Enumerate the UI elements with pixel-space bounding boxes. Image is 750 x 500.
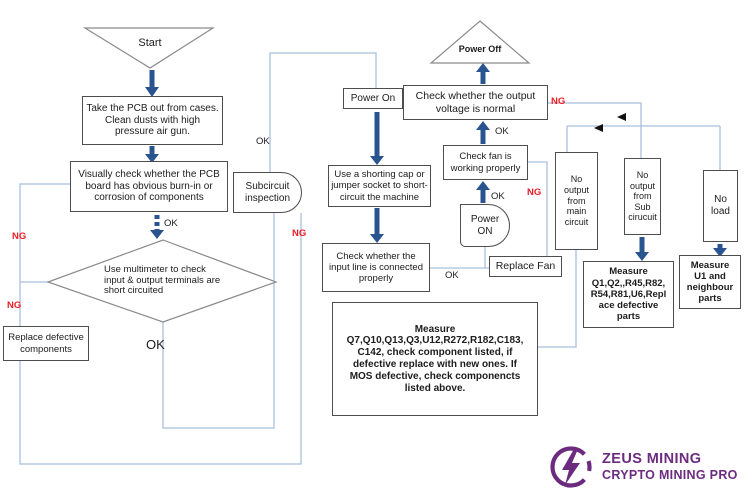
edge-label-ok: OK	[146, 337, 165, 352]
measure-main-title: Measure	[414, 323, 456, 335]
step-shorting-cap: Use a shorting cap or jumper socket to short-circuit the machine	[328, 165, 431, 207]
step-replace-fan: Replace Fan	[489, 256, 562, 277]
arrowhead	[370, 156, 384, 165]
measure-sub-body: Q1,Q2,,R45,R82, R54,R81,U6,Repl ace defective parts	[590, 277, 667, 323]
step-check-input-line: Check whether the input line is connected properly	[322, 243, 430, 292]
logo-text	[602, 451, 738, 482]
logo-line1: ZEUS MINING	[602, 451, 702, 468]
arrowhead	[635, 252, 649, 261]
connector-diamond-ok-to-subcircuit	[163, 213, 274, 428]
edge-label-ok: OK	[256, 136, 270, 147]
step-check-output-voltage: Check whether the output voltage is normal	[403, 85, 548, 120]
multimeter-decision-label: Use multimeter to check input & output terminals are short circuited	[104, 263, 221, 297]
edge-label-ng: NG	[7, 300, 22, 311]
measure-sub-title: Measure	[609, 266, 648, 278]
edge-label-ng: NG	[527, 187, 542, 198]
arrowhead	[476, 63, 490, 72]
edge-label-ok: OK	[445, 270, 459, 281]
arrowhead	[370, 234, 384, 243]
step-take-pcb: Take the PCB out from cases. Clean dusts with high pressure air gun.	[82, 96, 223, 145]
terminal-subcircuit-inspection: Subcircuit inspection	[233, 172, 302, 213]
condition-no-output-main: No output from main circuit	[555, 152, 598, 250]
step-measure-u1	[679, 255, 741, 309]
edge-label-ok: OK	[491, 191, 505, 202]
step-measure-main	[332, 302, 538, 416]
condition-no-load: No load	[703, 170, 738, 242]
edge-label-ng: NG	[292, 228, 307, 239]
connector-subcircuit-to-poweron	[270, 53, 376, 172]
edge-label-ng: NG	[12, 231, 27, 242]
measure-u1-title: Measure	[690, 259, 730, 271]
start-label: Start	[138, 36, 162, 49]
connector-voltage-ng	[548, 103, 641, 158]
edge-label-ok: OK	[495, 126, 509, 137]
mini-arrow-left-icon	[617, 113, 626, 121]
measure-main-body: Q7,Q10,Q13,Q3,U12,R272,R182,C183, C142, check component listed, if defective replace with new ones. If MOS defective, check componencts listed above.	[346, 335, 524, 394]
lightning-bolt-icon	[548, 444, 594, 490]
step-check-fan: Check fan is working properly	[443, 145, 528, 180]
edge-label-ok: OK	[164, 218, 178, 229]
arrowhead	[476, 181, 490, 190]
measure-u1-body: U1 and neighbour parts	[686, 270, 734, 305]
logo-line2: CRYPTO MINING PRO	[602, 468, 738, 483]
connector-visualcheck-ng-down	[20, 184, 70, 326]
mini-arrow-left-icon	[594, 124, 603, 132]
zeus-mining-logo	[548, 444, 738, 490]
edge-label-ng: NG	[551, 96, 566, 107]
terminal-power-on: Power ON	[460, 204, 510, 247]
step-visual-check: Visually check whether the PCB board has obvious burn-in or corrosion of components	[70, 161, 228, 212]
arrowhead	[150, 230, 164, 239]
step-replace-defective: Replace defective components	[3, 326, 89, 361]
arrowhead	[476, 121, 490, 130]
connector-fan-ng-to-replacefan	[528, 162, 547, 256]
step-measure-sub-parts	[583, 261, 674, 328]
condition-no-output-sub: No output from Sub cirucuit	[624, 158, 661, 235]
poweroff-label: Power Off	[458, 43, 502, 54]
step-power-on: Power On	[343, 88, 403, 109]
